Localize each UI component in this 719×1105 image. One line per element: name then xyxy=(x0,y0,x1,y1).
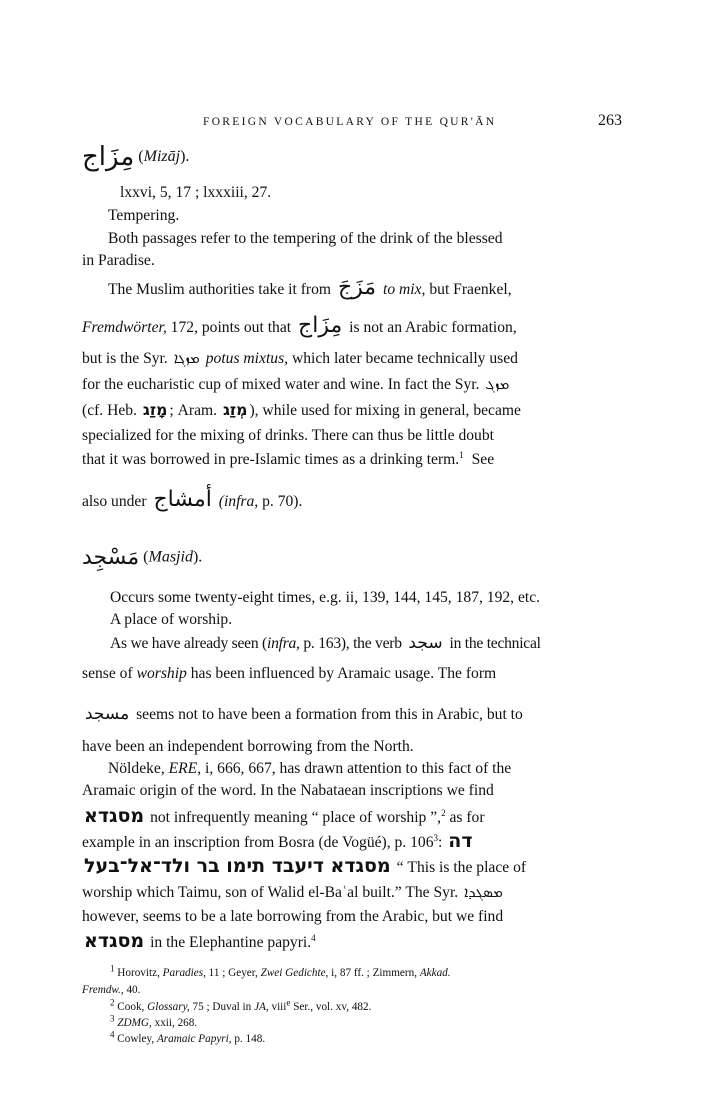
aramaic-inscription: מסגדא דיעבד תימו בר ולד־אל־בעל xyxy=(84,855,391,877)
aramaic-word: מסגדא xyxy=(84,805,145,827)
body-line: As we have already seen (infra, p. 163), the verb سجد in the technical xyxy=(110,633,541,653)
entry-heading-masjid: مَسْجِد (Masjid). xyxy=(82,545,203,570)
gloss: Tempering. xyxy=(108,207,180,224)
footnote-4: $^4$ Cowley, Aramaic Papyri, p. 148. xyxy=(110,1029,266,1045)
footnote-2: $^2$ Cook, Glossary, 75 ; Duval in JA, viii$^e$ Ser., vol. xv, 482. xyxy=(110,997,372,1013)
body-line: מסגדא in the Elephantine papyri.$^4$ xyxy=(84,930,316,952)
hebrew-word: מָזַג xyxy=(142,401,168,419)
body-line: Fremdwörter, 172, points out that مِزَاج is not an Arabic formation, xyxy=(82,313,517,338)
footnote-marker: 2 xyxy=(441,807,446,818)
body-line: worship which Taimu, son of Walid el-Baʿal built.” The Syr. ܡܣܓܕܐ xyxy=(82,883,503,901)
body-line: in Paradise. xyxy=(82,252,155,269)
syriac-word: ܡܙܓܐ xyxy=(173,349,200,367)
syriac-word: ܡܙܓ xyxy=(485,375,510,393)
body-line: Nöldeke, ERE, i, 666, 667, has drawn attention to this fact of the xyxy=(108,760,512,777)
arabic-word: سجد xyxy=(408,633,443,653)
running-title: FOREIGN VOCABULARY OF THE QUR'ĀN xyxy=(203,116,497,128)
transliteration: Masjid xyxy=(148,548,193,566)
footnote-marker: 3 xyxy=(433,832,439,843)
body-line: but is the Syr. ܡܙܓܐ potus mixtus, which later became technically used xyxy=(82,349,518,367)
body-line: مسجد seems not to have been a formation from this in Arabic, but to xyxy=(82,704,523,725)
body-line: also under أمشاج (infra, p. 70). xyxy=(82,487,303,512)
body-line: have been an independent borrowing from the North. xyxy=(82,738,414,755)
syriac-word: ܡܣܓܕܐ xyxy=(464,883,503,901)
body-line: specialized for the mixing of drinks. There can thus be little doubt xyxy=(82,427,494,444)
transliteration: Mizāj xyxy=(143,148,181,165)
footnote-3: $^3$ ZDMG, xxii, 268. xyxy=(110,1013,198,1029)
body-line: The Muslim authorities take it from مَزَجَ to mix, but Fraenkel, xyxy=(108,275,512,300)
body-line: (cf. Heb. מָזַג ; Aram. מְזַג ), while used for mixing in general, became xyxy=(82,401,521,419)
body-line: that it was borrowed in pre-Islamic times as a drinking term.$^1$ See xyxy=(82,449,495,468)
footnote-1: $^1$ Horovitz, Paradies, 11 ; Geyer, Zwei Gedichte, i, 87 ff. ; Zimmern, Akkad. xyxy=(110,963,451,979)
arabic-word: مِزَاج xyxy=(298,313,343,338)
arabic-headword: مَسْجِد xyxy=(82,545,140,570)
body-line: Both passages refer to the tempering of the drink of the blessed xyxy=(108,230,503,247)
aramaic-word: דה xyxy=(448,830,473,852)
page-number: 263 xyxy=(598,112,622,129)
arabic-word: مسجد xyxy=(85,704,130,724)
body-line: Aramaic origin of the word. In the Nabataean inscriptions we find xyxy=(82,782,494,799)
arabic-word: مَزَجَ xyxy=(337,275,377,300)
body-line: however, seems to be a late borrowing from the Arabic, but we find xyxy=(82,908,504,925)
verse-references: lxxvi, 5, 17 ; lxxxiii, 27. xyxy=(120,184,272,201)
arabic-word: أمشاج xyxy=(153,487,212,512)
aramaic-word: מסגדא xyxy=(84,930,145,952)
body-line: sense of worship has been influenced by Aramaic usage. The form xyxy=(82,665,497,682)
page-header xyxy=(0,112,719,136)
verse-references: Occurs some twenty-eight times, e.g. ii, 139, 144, 145, 187, 192, etc. xyxy=(110,589,541,606)
footnote-1-cont: Fremdw., 40. xyxy=(82,984,141,996)
entry-heading-mizaj: مِزَاج (Mizāj). xyxy=(82,142,190,172)
body-line: מסגדא דיעבד תימו בר ולד־אל־בעל “ This is the place of xyxy=(84,855,527,877)
footnote-marker: 4 xyxy=(311,932,316,943)
body-line: מסגדא not infrequently meaning “ place of worship ”,$^2$ as for xyxy=(84,805,485,827)
gloss: A place of worship. xyxy=(110,611,233,628)
body-line: for the eucharistic cup of mixed water and wine. In fact the Syr. ܡܙܓ xyxy=(82,375,510,393)
aramaic-word: מְזַג xyxy=(222,401,248,419)
arabic-headword: مِزَاج xyxy=(82,142,135,172)
footnote-marker: 1 xyxy=(459,449,464,460)
body-line: example in an inscription from Bosra (de Vogüé), p. $106^3$: דה xyxy=(82,830,473,852)
